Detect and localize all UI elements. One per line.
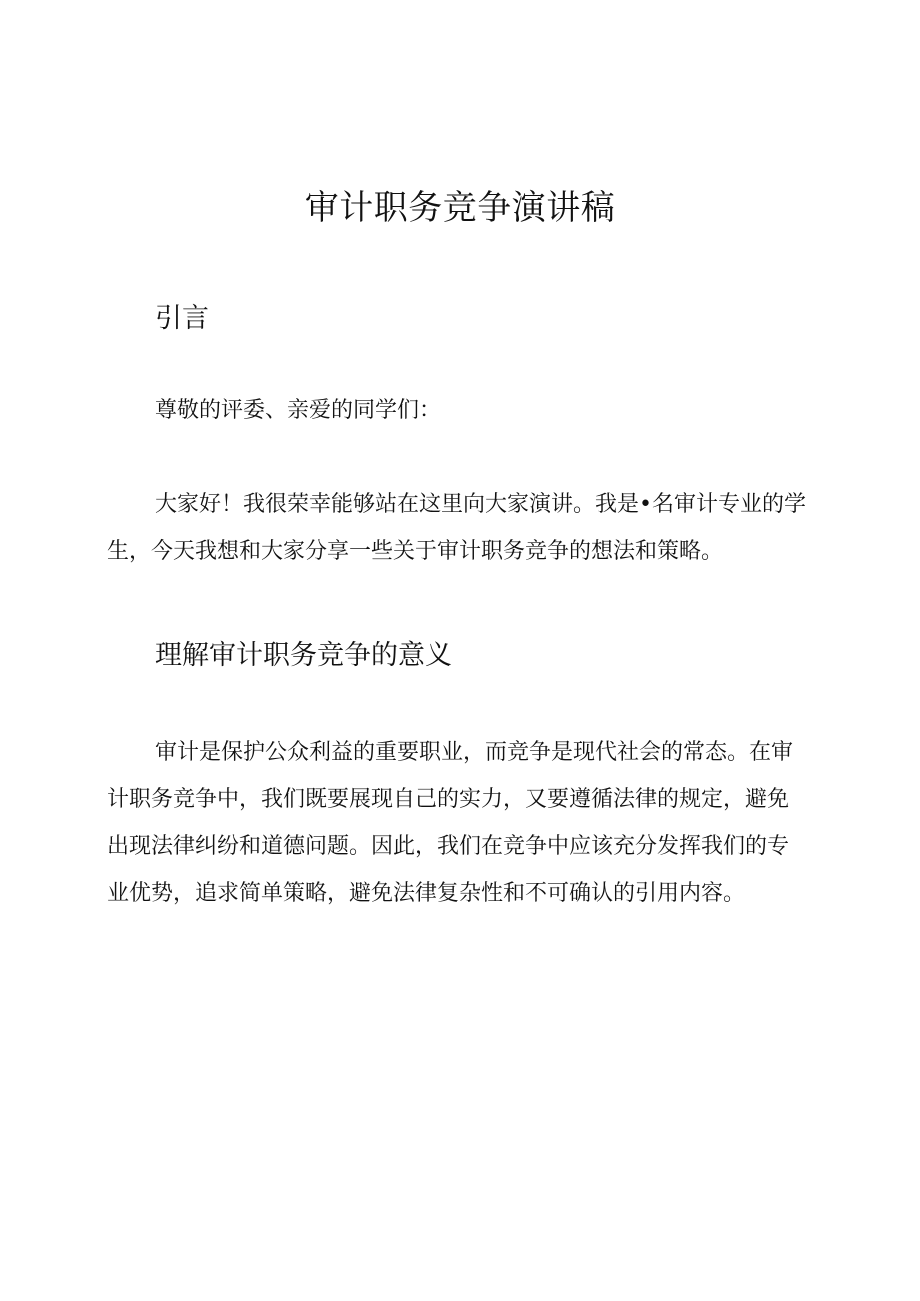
opening-paragraph: 大家好！我很荣幸能够站在这里向大家演讲。我是•名审计专业的学生，今天我想和大家分享一些关于审计职务竞争的想法和策略。 — [107, 492, 806, 564]
document-title: 审计职务竞争演讲稿 — [304, 188, 616, 228]
greeting-paragraph: 尊敬的评委、亲爱的同学们： — [155, 398, 442, 423]
meaning-paragraph: 审计是保护公众利益的重要职业，而竞争是现代社会的常态。在审计职务竞争中，我们既要展现自己的实力，又要遵循法律的规定，避免出现法律纠纷和道德问题。因此，我们在竞争中应该充分发挥我们的专业优势，追求简单策略，避免法律复杂性和不可确认的引用内容。 — [107, 740, 794, 906]
section-heading-meaning: 理解审计职务竞争的意义 — [155, 640, 452, 671]
section-heading-introduction: 引言 — [155, 303, 209, 334]
